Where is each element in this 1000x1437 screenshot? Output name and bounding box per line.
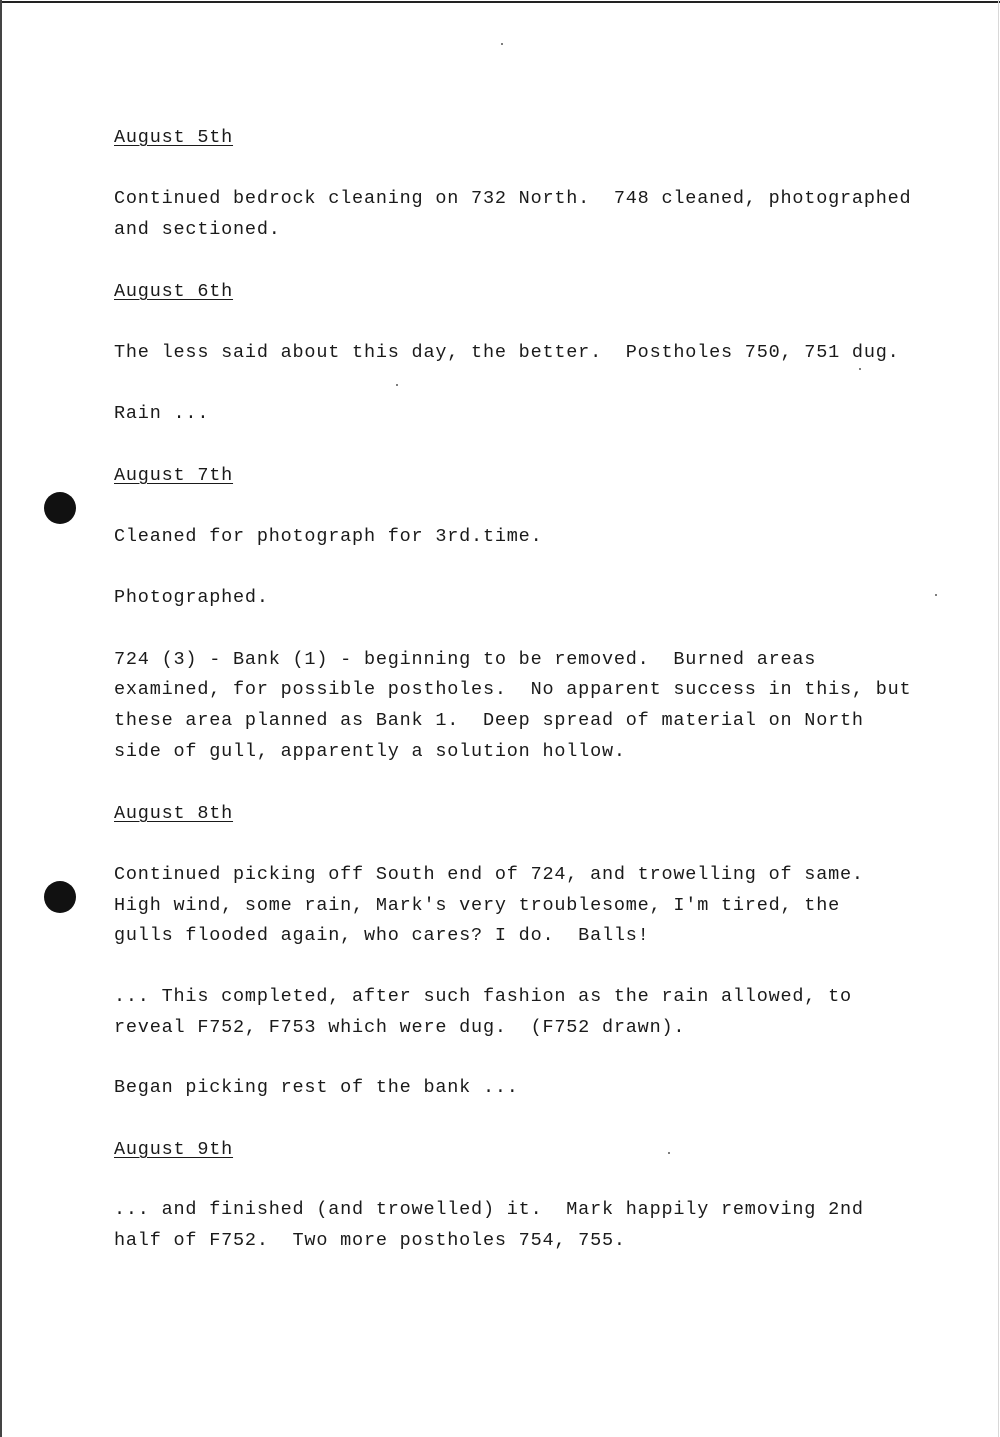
punch-hole bbox=[44, 881, 76, 913]
entry-text-line: Continued picking off South end of 724, and trowelling of same. bbox=[114, 864, 864, 885]
entry-text-line: half of F752. Two more postholes 754, 755. bbox=[114, 1230, 626, 1251]
entry-text-line: Continued bedrock cleaning on 732 North. 748 cleaned, photographed bbox=[114, 188, 912, 209]
entry-heading: August 6th bbox=[114, 281, 234, 302]
entry-text-line: side of gull, apparently a solution hollow. bbox=[114, 741, 626, 762]
speck bbox=[501, 43, 503, 45]
left-border bbox=[0, 0, 2, 1437]
speck bbox=[396, 384, 398, 386]
entry-text-line: Rain ... bbox=[114, 403, 210, 424]
entry-text-line: Photographed. bbox=[114, 587, 269, 608]
entry-text-line: 724 (3) - Bank (1) - beginning to be removed. Burned areas bbox=[114, 649, 817, 670]
entry-text-line: The less said about this day, the better. Postholes 750, 751 dug. bbox=[114, 342, 900, 363]
right-edge bbox=[998, 0, 999, 1437]
entry-text-line: ... This completed, after such fashion as the rain allowed, to bbox=[114, 986, 852, 1007]
speck bbox=[935, 594, 937, 596]
entry-text-line: reveal F752, F753 which were dug. (F752 drawn). bbox=[114, 1017, 686, 1038]
speck bbox=[859, 368, 861, 370]
speck bbox=[668, 1152, 670, 1154]
punch-hole bbox=[44, 492, 76, 524]
entry-text-line: Cleaned for photograph for 3rd.time. bbox=[114, 526, 543, 547]
entry-text-line: High wind, some rain, Mark's very troublesome, I'm tired, the bbox=[114, 895, 841, 916]
entry-text-line: examined, for possible postholes. No apparent success in this, but bbox=[114, 679, 912, 700]
top-border bbox=[0, 1, 1000, 3]
entry-text-line: gulls flooded again, who cares? I do. Balls! bbox=[114, 925, 650, 946]
entry-text-line: and sectioned. bbox=[114, 219, 281, 240]
entry-heading: August 5th bbox=[114, 127, 234, 148]
entry-heading: August 9th bbox=[114, 1139, 234, 1160]
entry-heading: August 8th bbox=[114, 803, 234, 824]
entry-text-line: Began picking rest of the bank ... bbox=[114, 1077, 519, 1098]
entry-text-line: ... and finished (and trowelled) it. Mark happily removing 2nd bbox=[114, 1199, 864, 1220]
entry-text-line: these area planned as Bank 1. Deep spread of material on North bbox=[114, 710, 864, 731]
entry-heading: August 7th bbox=[114, 465, 234, 486]
